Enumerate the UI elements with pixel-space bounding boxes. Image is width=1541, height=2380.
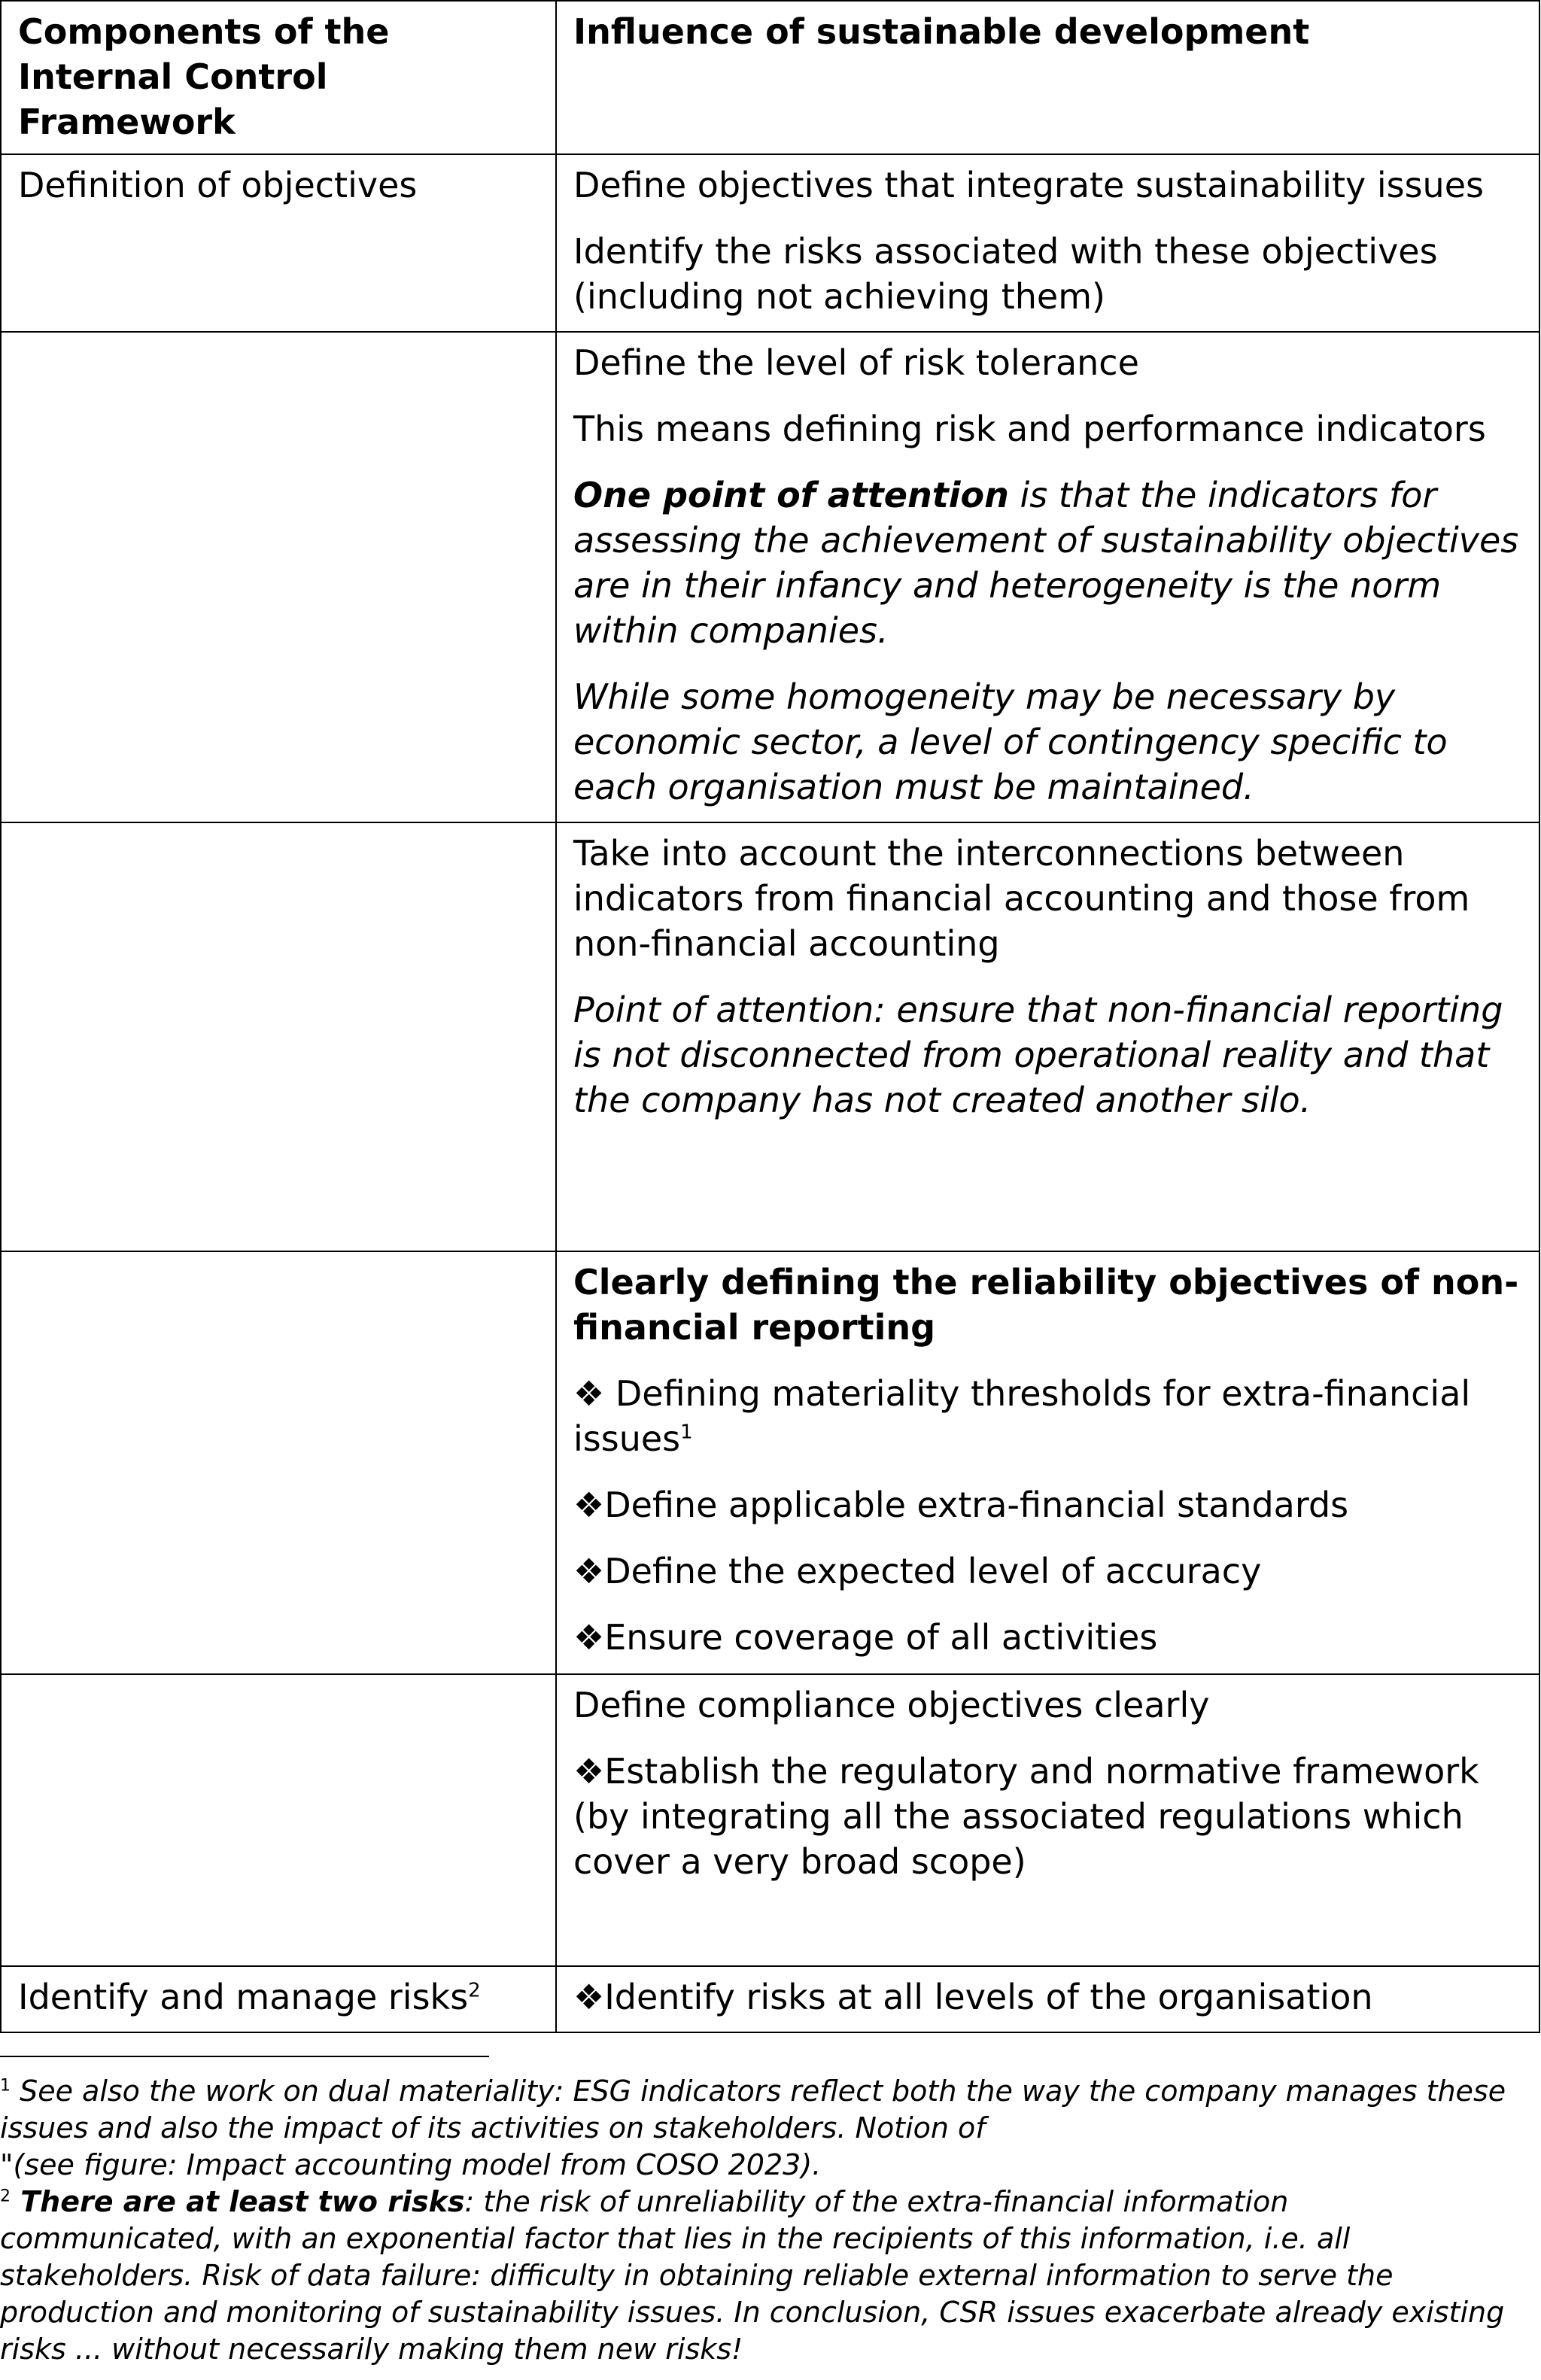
influence-cell (556, 332, 1539, 822)
header-influence: Influence of sustainable development (556, 1, 1539, 154)
table-row (1, 1251, 1539, 1674)
table-header-row (1, 1, 1539, 154)
component-text: Identify and manage risks (18, 1977, 469, 2017)
component-identify-manage-risks (1, 1966, 556, 2032)
bullet-item: ❖Define the expected level of accuracy (573, 1551, 1262, 1591)
header-components: Components of the Internal Control Framework (1, 1, 556, 154)
table-row (1, 822, 1539, 1251)
homogeneity-paragraph: While some homogeneity may be necessary by economic sector, a level of contingency specific to each organisation must be maintained. (573, 676, 1448, 807)
component-cell-compliance (1, 1674, 556, 1966)
attention-rest: is that the indicators for assessing the achievement of sustainability objectives are in their infancy and heterogeneity is the norm within companies. (573, 475, 1519, 651)
bullet-text: ❖ Defining materiality thresholds for extra-financial issues (573, 1373, 1471, 1459)
footnote-separator (0, 2056, 489, 2057)
component-cell-empty (1, 822, 556, 1251)
footnotes (0, 2073, 1512, 2368)
component-cell-empty (1, 332, 556, 822)
component-cell-empty (1, 1251, 556, 1674)
influence-line: Identify the risks associated with these objectives (including not achieving them) (573, 231, 1438, 317)
component-definition-of-objectives: Definition of objectives (1, 154, 556, 332)
reliability-title: Clearly defining the reliability objectives of non-financial reporting (573, 1262, 1519, 1348)
attention-bold: One point of attention (573, 475, 1009, 515)
table-row (1, 1674, 1539, 1966)
influence-line: Define compliance objectives clearly (573, 1685, 1210, 1725)
influence-line: Define objectives that integrate sustainability issues (573, 165, 1484, 205)
bullet-item: ❖Identify risks at all levels of the organisation (573, 1977, 1373, 2017)
footnote-ref-1[interactable]: 1 (680, 1421, 693, 1444)
footnote-number: 1 (0, 2076, 11, 2096)
influence-cell (556, 154, 1539, 332)
attention-paragraph (573, 473, 1522, 653)
influence-cell (556, 1674, 1539, 1966)
bullet-item (573, 1371, 1522, 1461)
bullet-item: ❖Ensure coverage of all activities (573, 1617, 1158, 1658)
table-row (1, 154, 1539, 332)
bullet-item: ❖Define applicable extra-financial standards (573, 1485, 1349, 1525)
footnote-2 (0, 2184, 1512, 2368)
table-row (1, 1966, 1539, 2032)
bullet-item: ❖Establish the regulatory and normative framework (by integrating all the associated regulations which cover a very broad scope) (573, 1751, 1479, 1882)
table-row (1, 332, 1539, 822)
footnote-1-continued: "(see figure: Impact accounting model from COSO 2023). (0, 2148, 822, 2181)
attention-paragraph: Point of attention: ensure that non-financial reporting is not disconnected from operational reality and that the company has not created another silo. (573, 989, 1503, 1120)
footnote-1 (0, 2073, 1512, 2147)
footnote-bold: There are at least two risks (11, 2185, 465, 2218)
influence-cell (556, 1966, 1539, 2032)
influence-line: This means defining risk and performance indicators (573, 409, 1486, 449)
footnote-number: 2 (0, 2187, 11, 2206)
footnote-ref-2[interactable]: 2 (468, 1979, 481, 2002)
footnote-text: See also the work on dual materiality: ESG indicators reflect both the way the company manages these issues and also the impact of its activities on stakeholders. Notion of (0, 2075, 1506, 2144)
influence-cell (556, 1251, 1539, 1674)
influence-line: Define the level of risk tolerance (573, 342, 1139, 383)
footnote-text: : the risk of unreliability of the extra-financial information communicated, with an exponential factor that lies in the recipients of this information, i.e. all stakeholders. Risk of data failure: difficulty in obtaining reliable external information to serve the production and monitoring of sustainability issues. In conclusion, CSR issues exacerbate already existing risks ... without necessarily making them new risks! (0, 2185, 1505, 2366)
influence-line: Take into account the interconnections between indicators from financial accounting and those from non-financial accounting (573, 833, 1470, 964)
influence-cell (556, 822, 1539, 1251)
